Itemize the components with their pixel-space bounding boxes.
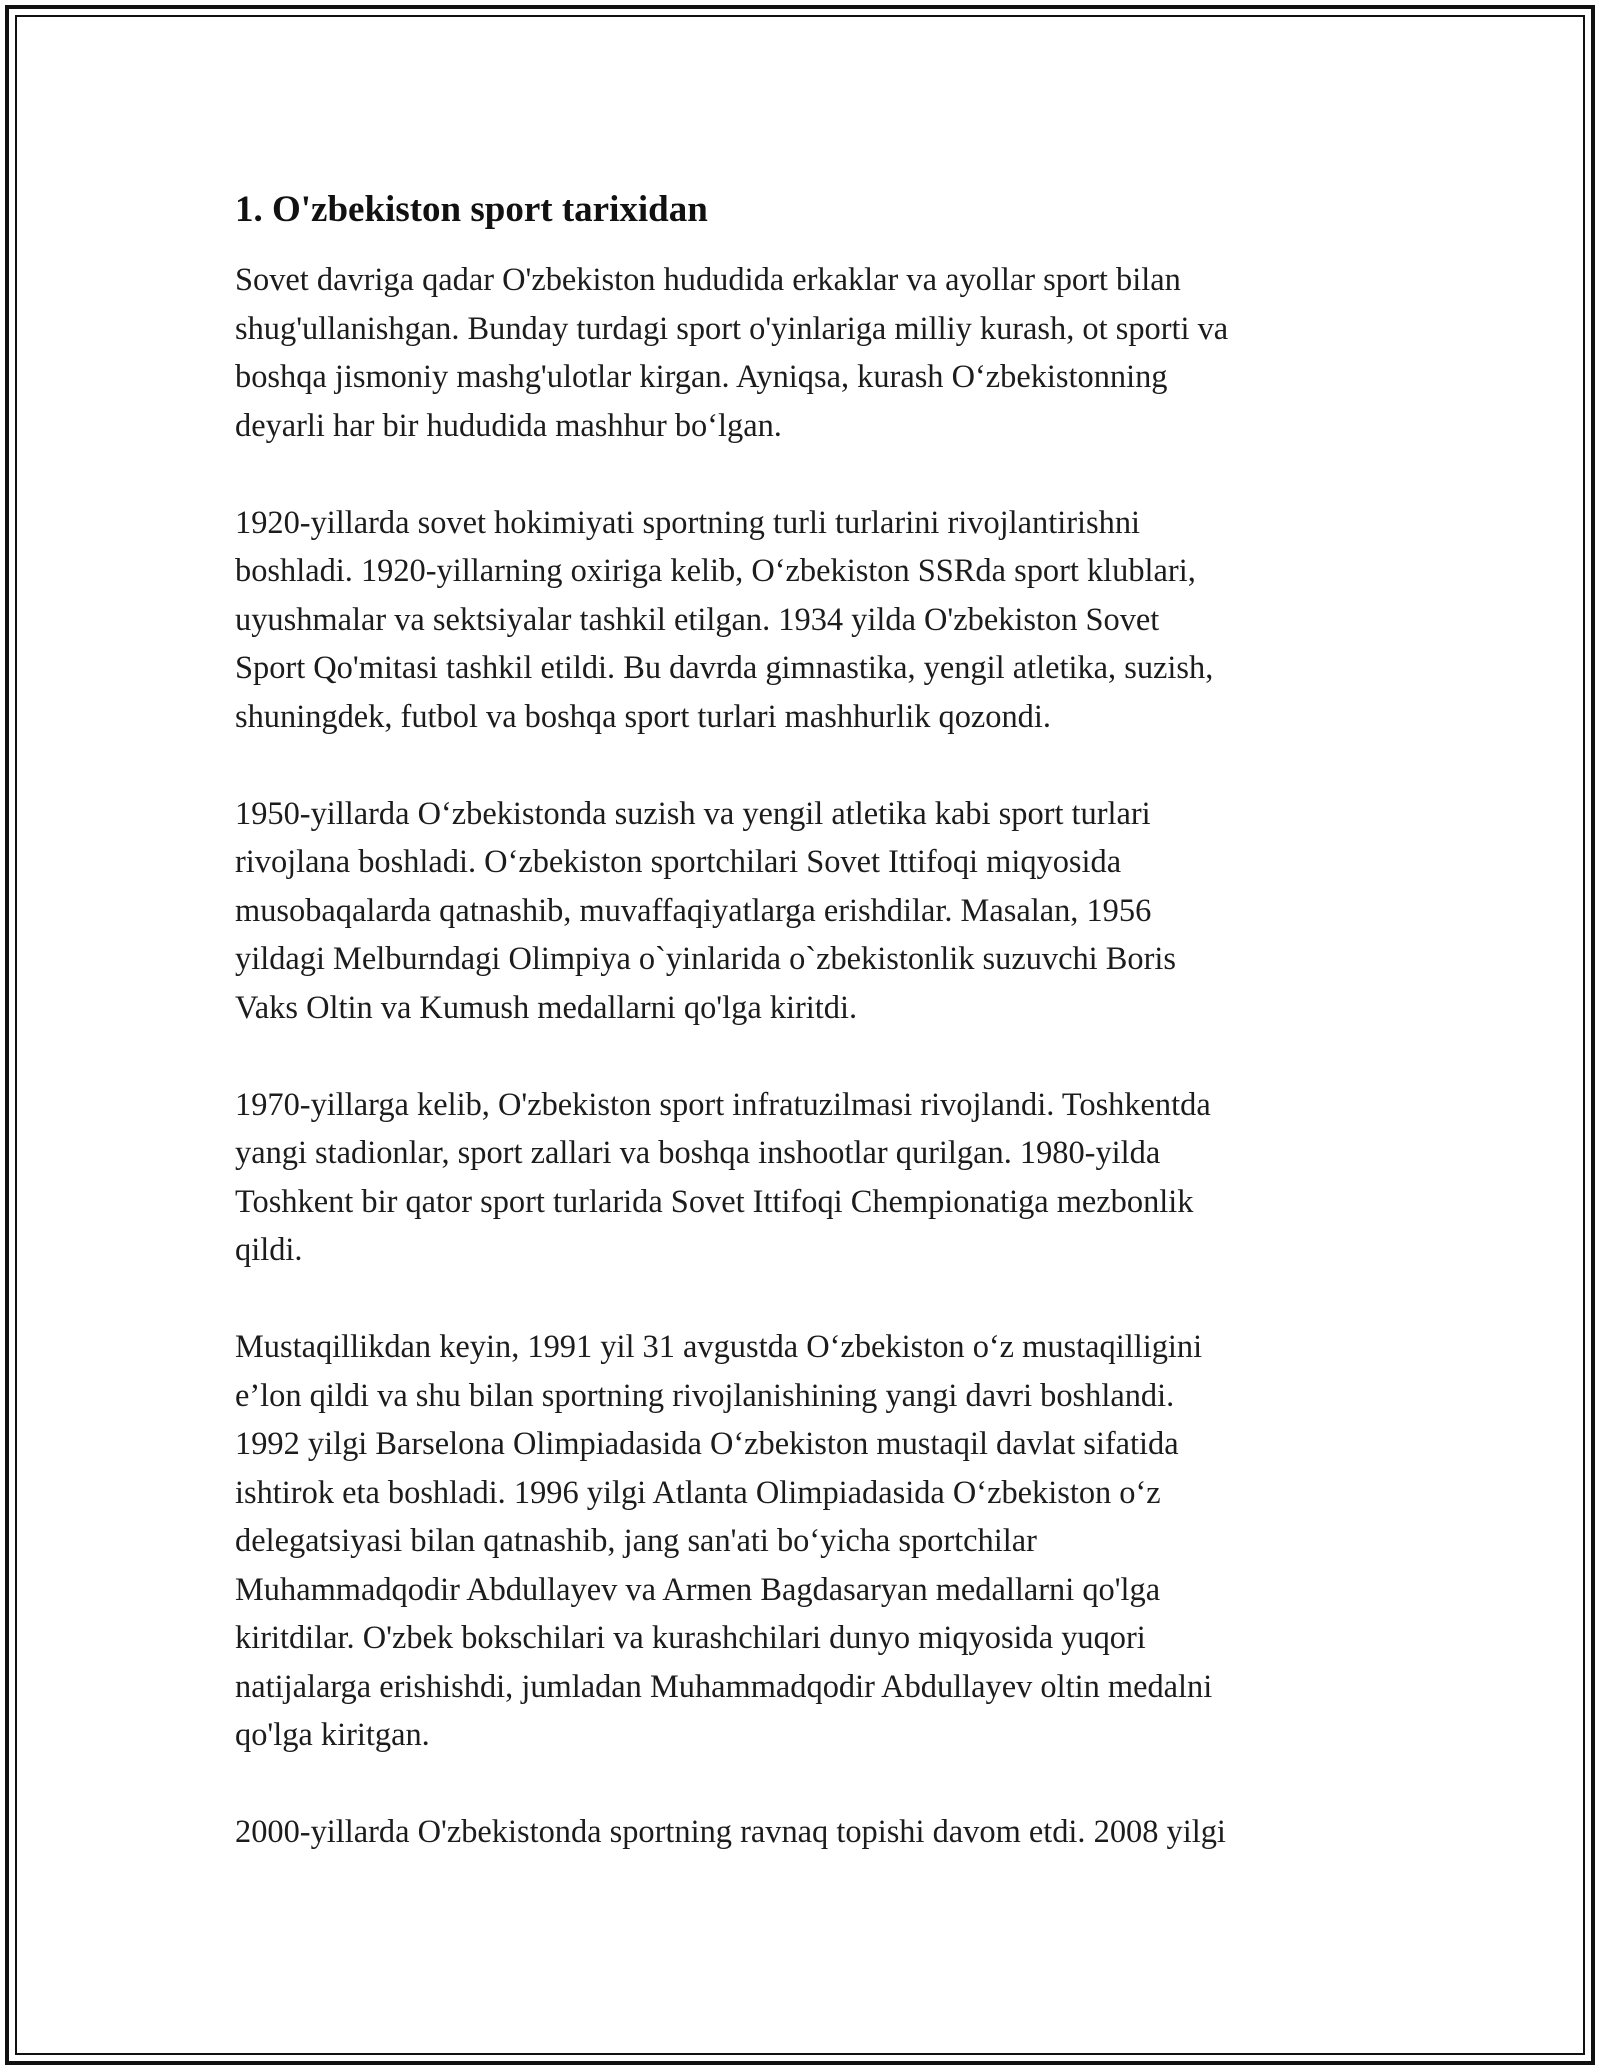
section-heading: 1. O'zbekiston sport tarixidan [235,189,708,230]
paragraph-1970s [235,1081,1415,1275]
text-line: qildi. [235,1232,303,1268]
text-line: boshqa jismoniy mashg'ulotlar kirgan. Ayniqsa, kurash O‘zbekistonning [235,359,1168,395]
text-line: ishtirok eta boshladi. 1996 yilgi Atlanta Olimpiadasida O‘zbekiston o‘z [235,1474,1161,1511]
text-line: 1970-yillarga kelib, O'zbekiston sport infratuzilmasi rivojlandi. Toshkentda [235,1086,1211,1123]
text-line: kiritdilar. O'zbek bokschilari va kurashchilari dunyo miqyosida yuqori [235,1620,1146,1656]
text-line: shuningdek, futbol va boshqa sport turlari mashhurlik qozondi. [235,698,1051,735]
text-line: qo'lga kiritgan. [235,1717,430,1753]
text-line: natijalarga erishishdi, jumladan Muhammadqodir Abdullayev oltin medalni [235,1668,1213,1705]
paragraph-1920s [235,499,1415,742]
text-line: uyushmalar va sektsiyalar tashkil etilgan. 1934 yilda O'zbekiston Sovet [235,601,1160,638]
text-line: Muhammadqodir Abdullayev va Armen Bagdasaryan medallarni qo'lga [235,1571,1161,1608]
text-line: deyarli har bir hududida mashhur bo‘lgan. [235,407,782,444]
document-body [235,186,1415,1905]
text-line: delegatsiyasi bilan qatnashib, jang san'ati bo‘yicha sportchilar [235,1523,1037,1559]
text-line: e’lon qildi va shu bilan sportning rivojlanishining yangi davri boshlandi. [235,1377,1175,1414]
text-line: yildagi Melburndagi Olimpiya o`yinlarida o`zbekistonlik suzuvchi Boris [235,941,1176,977]
text-line: Sovet davriga qadar O'zbekiston hududida erkaklar va ayollar sport bilan [235,262,1181,298]
text-line: Vaks Oltin va Kumush medallarni qo'lga kiritdi. [235,989,858,1026]
text-line: rivojlana boshladi. O‘zbekiston sportchilari Sovet Ittifoqi miqyosida [235,844,1122,880]
text-line: 1920-yillarda sovet hokimiyati sportning turli turlarini rivojlantirishni [235,504,1141,541]
text-line: musobaqalarda qatnashib, muvaffaqiyatlarga erishdilar. Masalan, 1956 [235,892,1152,929]
text-line: Mustaqillikdan keyin, 1991 yil 31 avgustda O‘zbekiston o‘z mustaqilligini [235,1329,1203,1365]
paragraph-pre-soviet [235,256,1415,450]
paragraph-2000s [235,1808,1415,1857]
paragraph-1950s [235,790,1415,1033]
text-line: 1992 yilgi Barselona Olimpiadasida O‘zbekiston mustaqil davlat sifatida [235,1426,1179,1462]
text-line: Sport Qo'mitasi tashkil etildi. Bu davrda gimnastika, yengil atletika, suzish, [235,650,1214,686]
text-line: 1950-yillarda O‘zbekistonda suzish va yengil atletika kabi sport turlari [235,795,1151,832]
text-line: 2000-yillarda O'zbekistonda sportning ravnaq topishi davom etdi. 2008 yilgi [235,1814,1226,1850]
text-line: boshladi. 1920-yillarning oxiriga kelib, O‘zbekiston SSRda sport klublari, [235,553,1196,589]
text-line: yangi stadionlar, sport zallari va boshqa inshootlar qurilgan. 1980-yilda [235,1135,1161,1171]
paragraph-independence [235,1323,1415,1760]
text-line: Toshkent bir qator sport turlarida Sovet Ittifoqi Chempionatiga mezbonlik [235,1183,1194,1220]
text-line: shug'ullanishgan. Bunday turdagi sport o'yinlariga milliy kurash, ot sporti va [235,310,1229,347]
